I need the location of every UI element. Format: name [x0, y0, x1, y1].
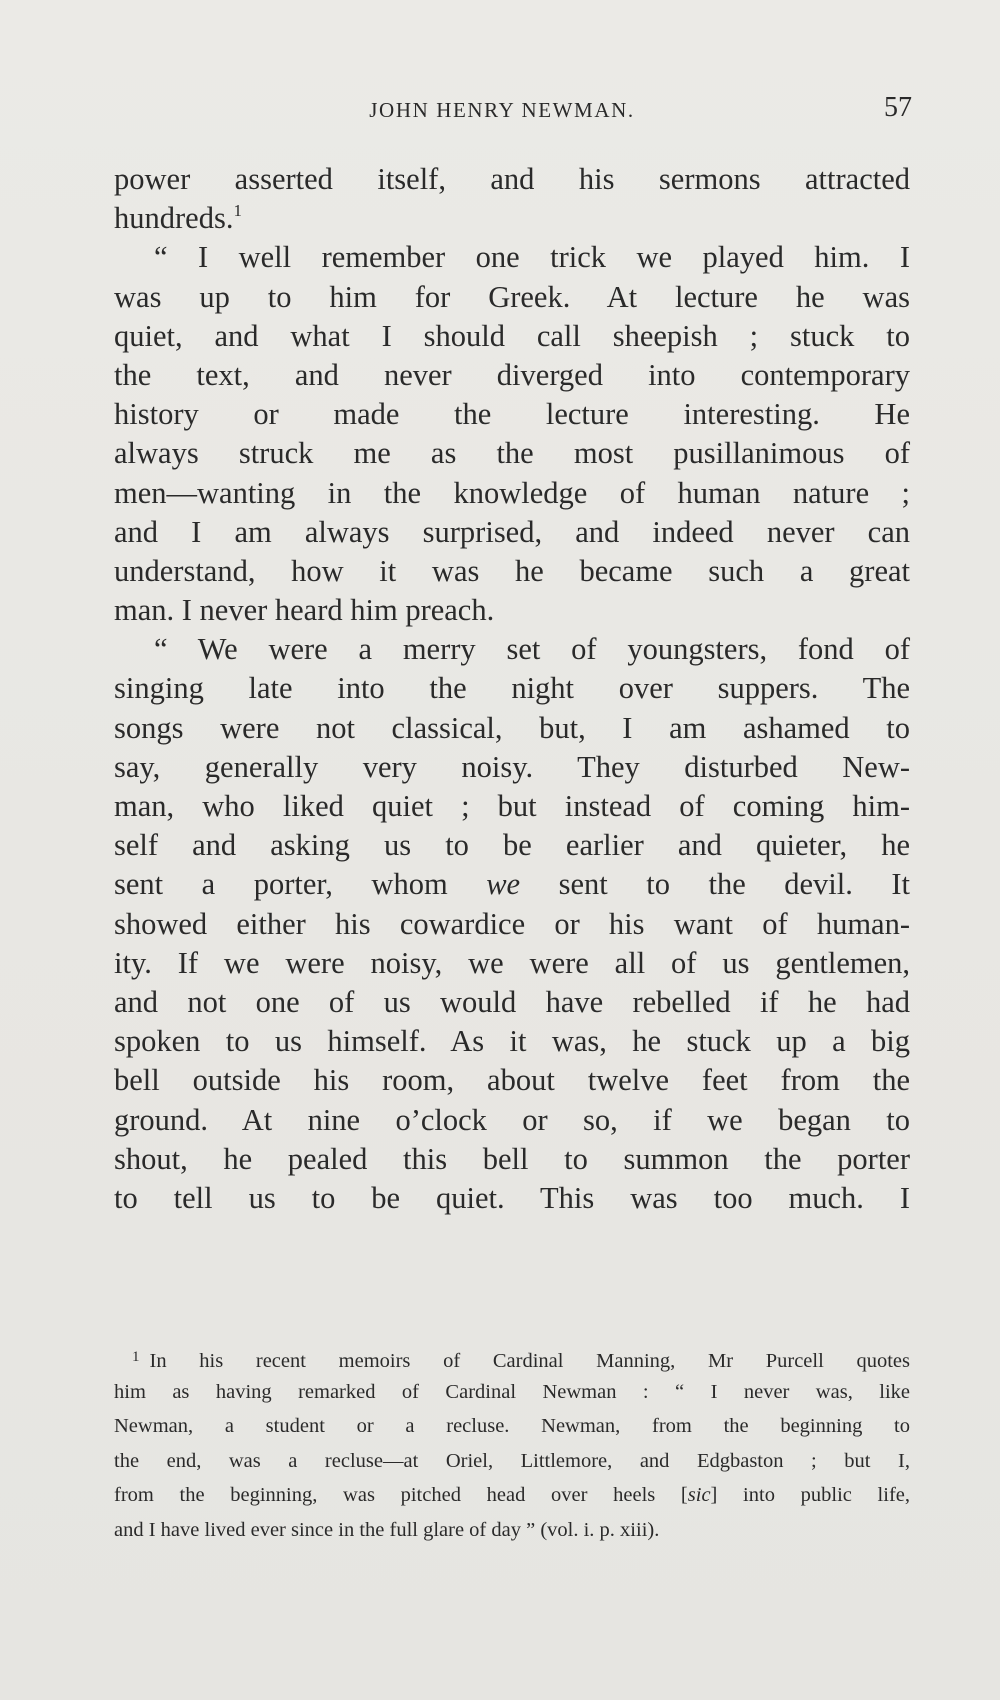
text-line: spoken to us himself. As it was, he stuck up a big [114, 1024, 910, 1059]
footnote [114, 1340, 910, 1547]
text-line: showed either his cowardice or his want of human- [114, 906, 910, 941]
text-fragment: In his recent memoirs of Cardinal Manning, Mr Purcell quotes [149, 1350, 910, 1372]
text-line: power asserted itself, and his sermons attracted [114, 162, 910, 196]
text-line: singing late into the night over suppers. The [114, 671, 910, 706]
footnote-line: him as having remarked of Cardinal Newman : “ I never was, like [114, 1380, 910, 1403]
text-line: man. I never heard him preach. [114, 593, 495, 628]
text-fragment: from the beginning, was pitched head over heels [ [114, 1484, 688, 1506]
running-head: JOHN HENRY NEWMAN. [369, 98, 635, 122]
text-line: self and asking us to be earlier and quieter, he [114, 828, 910, 863]
text-line: ity. If we were noisy, we were all of us gentlemen, [114, 945, 910, 980]
text-line [114, 199, 910, 238]
text-line: “ We were a merry set of youngsters, fond of [154, 632, 910, 667]
text-line: always struck me as the most pusillanimous of [114, 436, 910, 471]
text-line: the text, and never diverged into contemporary [114, 357, 910, 392]
text-line: songs were not classical, but, I am ashamed to [114, 710, 910, 745]
text-fragment: sent a porter, whom [114, 867, 448, 902]
text-line: understand, how it was he became such a great [114, 553, 910, 588]
text-fragment: ] into public life, [710, 1484, 910, 1506]
text-line: and not one of us would have rebelled if he had [114, 984, 910, 1019]
page-header [116, 92, 912, 132]
footnote-line: the end, was a recluse—at Oriel, Littlemore, and Edgbaston ; but I, [114, 1449, 910, 1472]
text-line [114, 865, 910, 904]
text-line: quiet, and what I should call sheepish ; stuck to [114, 318, 910, 353]
text-line: to tell us to be quiet. This was too much. I [114, 1180, 910, 1215]
italic-word: sic [687, 1484, 711, 1506]
footnote-line [114, 1340, 910, 1375]
text-line: shout, he pealed this bell to summon the porter [114, 1141, 910, 1176]
text-line: and I am always surprised, and indeed never can [114, 514, 910, 549]
footnote-line [114, 1478, 910, 1513]
text-line: men—wanting in the knowledge of human nature ; [114, 475, 910, 510]
page-number: 57 [884, 92, 912, 123]
footnote-line: and I have lived ever since in the full glare of day ” (vol. i. p. xiii). [114, 1518, 660, 1541]
text-line: ground. At nine o’clock or so, if we began to [114, 1102, 910, 1137]
text-fragment: hundreds. [114, 201, 234, 236]
text-line: bell outside his room, about twelve feet from the [114, 1063, 910, 1098]
text-line: man, who liked quiet ; but instead of coming him- [114, 789, 910, 823]
italic-word: we [486, 867, 521, 902]
text-fragment: sent to the devil. It [558, 867, 911, 902]
text-line: was up to him for Greek. At lecture he was [114, 279, 910, 314]
text-line: “ I well remember one trick we played him. I [154, 240, 910, 275]
text-line: say, generally very noisy. They disturbed New- [114, 749, 910, 784]
text-line: history or made the lecture interesting. He [114, 397, 910, 432]
body-text [114, 160, 910, 1218]
footnote-mark: 1 [132, 1349, 140, 1365]
footnote-reference: 1 [233, 201, 242, 221]
footnote-line: Newman, a student or a recluse. Newman, from the beginning to [114, 1415, 910, 1437]
